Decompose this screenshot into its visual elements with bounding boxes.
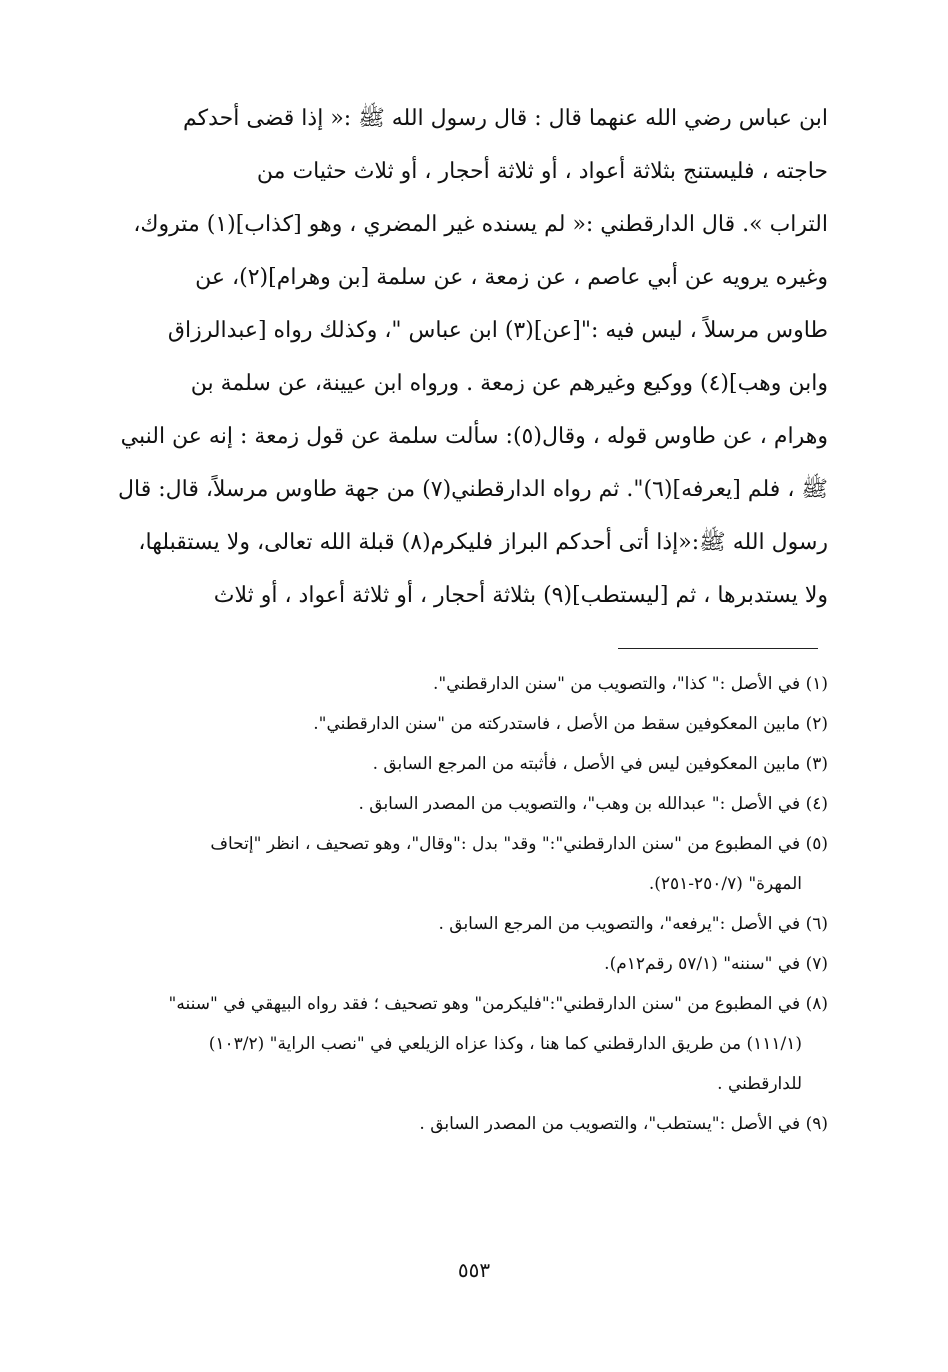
main-text-line: وابن وهب](٤) ووكيع وغيرهم عن زمعة . ورواه ابن عيينة، عن سلمة بن <box>190 371 828 396</box>
footnote-line: (٦) في الأصل :"يرفعه"، والتصويب من المرجع السابق . <box>438 914 828 934</box>
footnotes-section <box>100 664 828 1144</box>
main-text-line: ﷺ ، فلم [يعرفه](٦)". ثم رواه الدارقطني(٧) من جهة طاوس مرسلاً، قال: قال <box>118 477 828 502</box>
main-text-line: وغيره يرويه عن أبي عاصم ، عن زمعة ، عن سلمة [بن وهرام](٢)، عن <box>195 265 828 290</box>
footnote-line: (٤) في الأصل :" عبدالله بن وهب"، والتصويب من المصدر السابق . <box>358 794 828 814</box>
main-text-line: التراب ». قال الدارقطني :« لم يسنده غير المضري ، وهو [كذاب](١) متروك، <box>133 212 828 237</box>
footnote-line: (٢) مابين المعكوفين سقط من الأصل ، فاستدركته من "سنن الدارقطني". <box>313 714 828 734</box>
main-text-line: طاوس مرسلاً ، ليس فيه :"[عن](٣) ابن عباس "، وكذلك رواه [عبدالرزاق <box>167 318 828 343</box>
footnote-line: (٥) في المطبوع من "سنن الدارقطني":" وقد" بدل :"وقال"، وهو تصحيف ، انظر "إتحاف <box>210 834 828 854</box>
footnote-line: (٧) في "سننه" (٥٧/١ رقم١٢م). <box>604 954 828 974</box>
footnote-continuation-line: للدارقطني . <box>717 1074 802 1094</box>
footnote-line: (٣) مابين المعكوفين ليس في الأصل ، فأثبته من المرجع السابق . <box>372 754 828 774</box>
footnote-line: (٩) في الأصل :"يستطب"، والتصويب من المصدر السابق . <box>419 1114 828 1134</box>
footnote-separator-rule <box>618 648 818 649</box>
main-text-line: حاجته ، فليستنج بثلاثة أعواد ، أو ثلاثة أحجار ، أو ثلاث حثيات من <box>256 159 828 184</box>
footnote-line: (٨) في المطبوع من "سنن الدارقطني":"فليكرمن" وهو تصحيف ؛ فقد رواه البيهقي في "سننه" <box>168 994 828 1014</box>
main-text-line: ابن عباس رضي الله عنهما قال : قال رسول الله ﷺ :« إذا قضى أحدكم <box>183 106 828 131</box>
footnote-continuation-line: (١١١/١) من طريق الدارقطني كما هنا ، وكذا عزاه الزيلعي في "نصب الراية" (١٠٣/٢) <box>208 1034 802 1054</box>
page-number: ٥٥٣ <box>457 1258 491 1282</box>
footnote-line: (١) في الأصل :" كذا"، والتصويب من "سنن الدارقطني". <box>433 674 828 694</box>
main-text-line: ولا يستدبرها ، ثم [ليستطب](٩) بثلاثة أحجار ، أو ثلاثة أعواد ، أو ثلاث <box>213 583 828 608</box>
main-text-line: وهرام ، عن طاوس قوله ، وقال(٥): سألت سلمة عن قول زمعة : إنه عن النبي <box>120 424 828 449</box>
main-text-body <box>100 92 828 622</box>
main-text-line: رسول الله ﷺ:«إذا أتى أحدكم البراز فليكرم(٨) قبلة الله تعالى، ولا يستقبلها، <box>138 530 828 555</box>
footnote-continuation-line: المهرة" (٢٥٠/٧-٢٥١). <box>648 874 802 894</box>
